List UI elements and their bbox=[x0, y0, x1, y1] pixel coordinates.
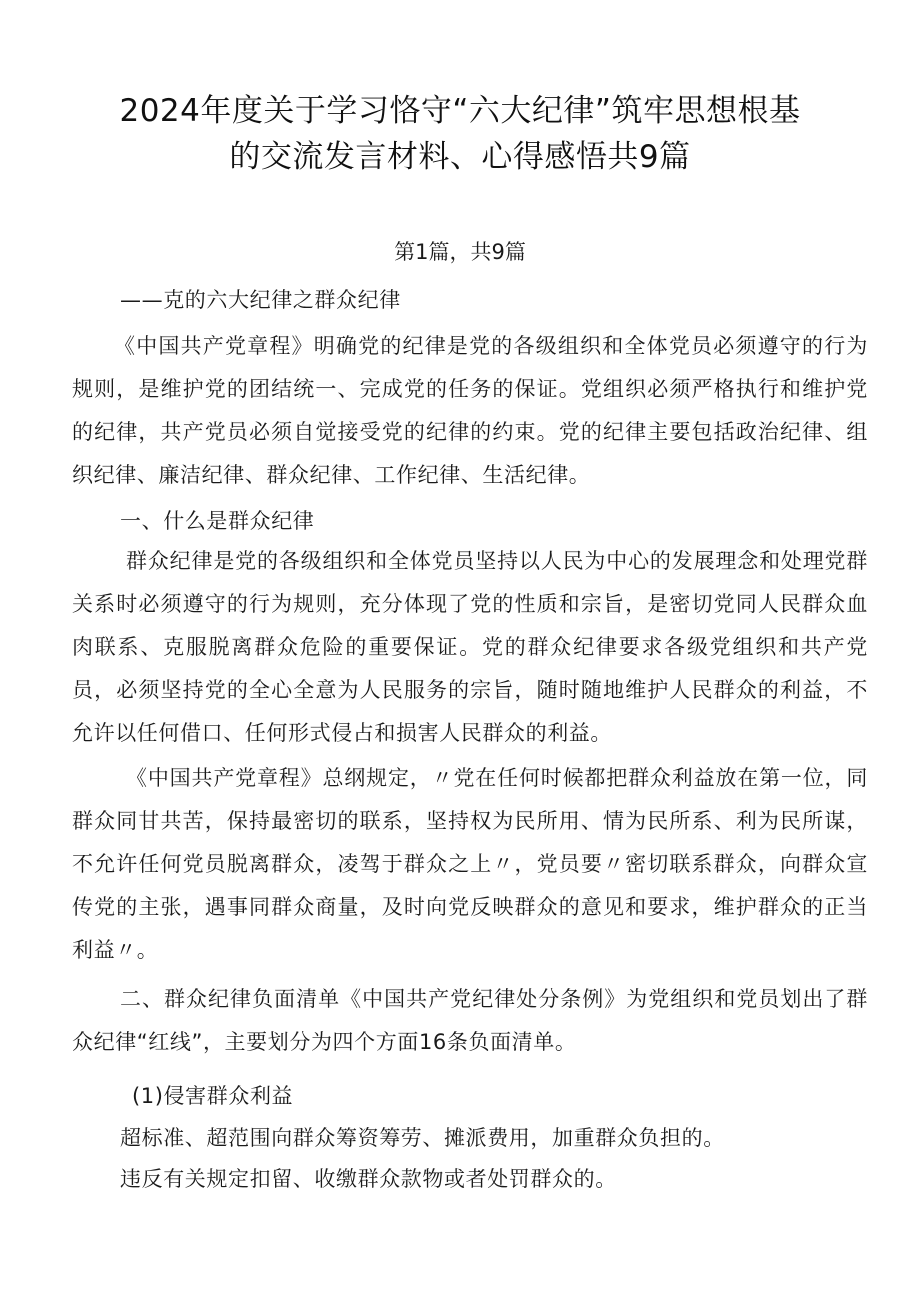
part-label: 第1篇，共9篇 bbox=[394, 240, 526, 264]
paragraph-4: 二、群众纪律负面清单《中国共产党纪律处分条例》为党组织和党员划出了群众纪律“红线”，主要划分为四个方面16条负面清单。 bbox=[72, 987, 868, 1054]
paragraph-3: 《中国共产党章程》总纲规定，〃党在任何时候都把群众利益放在第一位，同群众同甘共苦，保持最密切的联系，坚持权为民所用、情为民所系、利为民所谋，不允许任何党员脱离群众，凌驾于群众之上〃，党员要〃密切联系群众，向群众宣传党的主张，遇事同群众商量，及时向党反映群众的意见和要求，维护群众的正当利益〃。 bbox=[72, 766, 868, 962]
paragraph-1: 《中国共产党章程》明确党的纪律是党的各级组织和全体党员必须遵守的行为规则，是维护党的团结统一、完成党的任务的保证。党组织必须严格执行和维护党的纪律，共产党员必须自觉接受党的纪律的约束。党的纪律主要包括政治纪律、组织纪律、廉洁纪律、群众纪律、工作纪律、生活纪律。 bbox=[72, 334, 868, 487]
item-1-line-1: 超标准、超范围向群众筹资筹劳、摊派费用，加重群众负担的。 bbox=[120, 1126, 725, 1150]
paragraph-2: 群众纪律是党的各级组织和全体党员坚持以人民为中心的发展理念和处理党群关系时必须遵守的行为规则，充分体现了党的性质和宗旨，是密切党同人民群众血肉联系、克服脱离群众危险的重要保证。党的群众纪律要求各级党组织和共产党员，必须坚持党的全心全意为人民服务的宗旨，随时随地维护人民群众的利益，不允许以任何借口、任何形式侵占和损害人民群众的利益。 bbox=[72, 549, 868, 745]
document-title-line-2: 的交流发言材料、心得感悟共9篇 bbox=[229, 139, 691, 175]
sub-heading: ——克的六大纪律之群众纪律 bbox=[120, 288, 401, 312]
item-1-line-2: 违反有关规定扣留、收缴群众款物或者处罚群众的。 bbox=[120, 1167, 617, 1191]
section-1-heading: 一、什么是群众纪律 bbox=[120, 509, 315, 533]
document-title-line-1: 2024年度关于学习恪守“六大纪律”筑牢思想根基 bbox=[119, 93, 801, 129]
item-1-heading: (1)侵害群众利益 bbox=[132, 1084, 294, 1108]
